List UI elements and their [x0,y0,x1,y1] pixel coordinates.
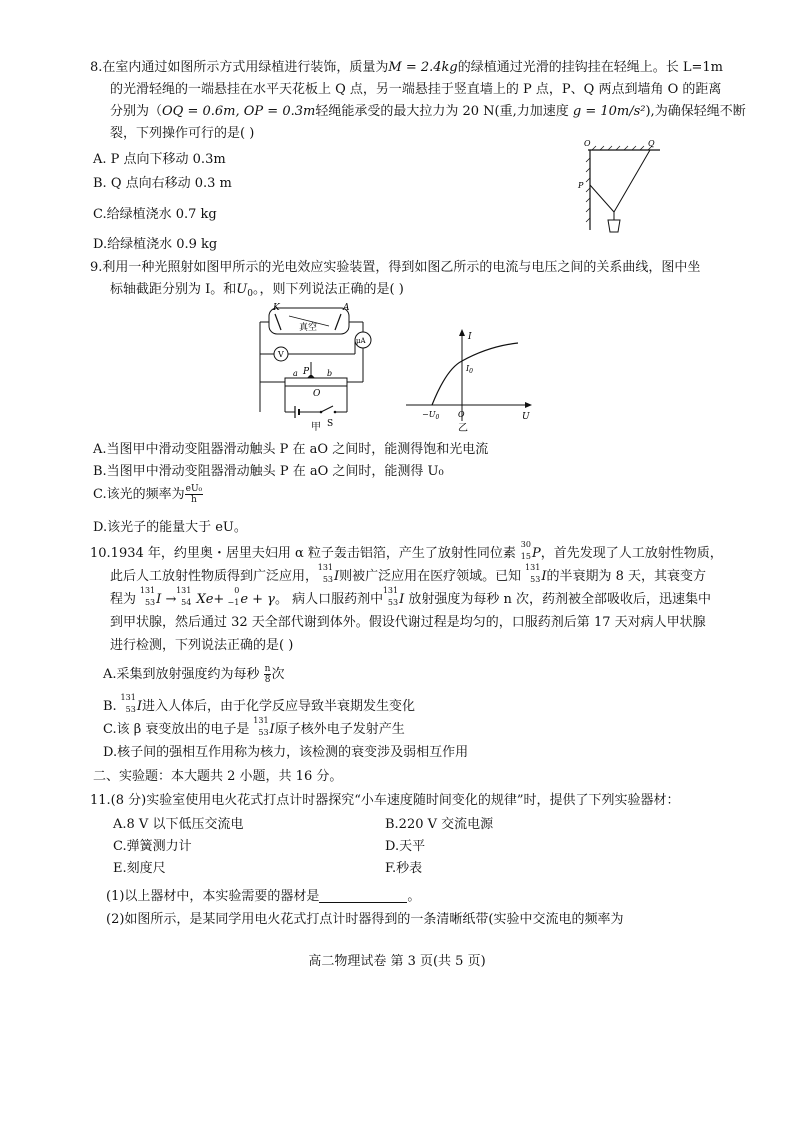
q9-circuit-figure [255,302,375,432]
q9-label-microammeter: μA [356,337,366,345]
q11-line-1: 11.(8 分)实验室使用电火花式打点计时器探究“小车速度随时间变化的规律”时，提供了下列实验器材： [90,793,680,808]
q9-option-a: A.当图甲中滑动变阻器滑动触头 P 在 aO 之间时，能测得饱和光电流 [93,442,489,457]
graph-label-origin: O [458,410,465,419]
q10-line-4: 到甲状腺，然后通过 32 天全部代谢到体外。假设代谢过程是均匀的，口服药剂后第 17 天对病人甲状腺 [110,615,706,630]
graph-label-i: I [468,332,472,342]
q8-option-b: B. Q 点向右移动 0.3 m [93,176,232,191]
q10-line-3: 程为 131 53 I → 131 54 Xe+ 0 −1 e + γ。 病人口服药剂中 131 53 I 放射强度为每秒 n 次，药剂被全部吸收后，迅速集中 [110,586,712,607]
q8-option-a: A. P 点向下移动 0.3m [93,152,226,167]
graph-label-neg-u0: $-U_0$ [422,410,440,421]
answer-blank[interactable] [319,888,407,903]
q9-option-b: B.当图甲中滑动变阻器滑动触头 P 在 aO 之间时，能测得 U₀ [93,464,444,479]
q10-line-5: 进行检测，下列说法正确的是( ) [110,638,294,653]
q11-item-a: A.8 V 以下低压交流电 [113,817,244,832]
q8-label-p: P [578,181,584,190]
q9-caption-yi: 乙 [458,423,468,434]
q9-label-voltmeter: V [278,350,284,359]
q10-line-1: 10.1934 年，约里奥・居里夫妇用 α 粒子轰击铝箔，产生了放射性同位素 30 15 P，首先发现了人工放射性物质， [90,540,723,561]
q9-label-a-end: a [293,369,298,378]
q10-option-b: B. 131 53 I进入人体后，由于化学反应导致半衰期发生变化 [103,693,415,714]
q9-label-b-end: b [327,369,333,378]
q9-line-2: 标轴截距分别为 I。和$U_0$。，则下列说法正确的是( ) [110,282,404,299]
q9-option-c: C.该光的频率为 $\frac{\text{eU₀}}{h}$ [93,484,203,505]
q10-line-2: 此后人工放射性物质得到广泛应用， 131 53 I则被广泛应用在医疗领域。已知 131 53 I的半衰期为 8 天，其衰变方 [110,563,706,584]
q9-iv-graph [400,325,540,435]
q10-option-c: C.该 β 衰变放出的电子是 131 53 I原子核外电子发射产生 [103,716,405,737]
q11-item-c: C.弹簧测力计 [113,839,192,854]
q11-item-f: F.秒表 [385,861,423,876]
q9-label-k: K [273,303,280,313]
graph-label-i0: $I_0$ [466,364,473,375]
q9-caption-jia: 甲 [311,422,321,432]
q8-line-4: 裂，下列操作可行的是( ) [110,126,255,141]
page-footer: 高二物理试卷 第 3 页(共 5 页) [308,954,486,969]
q11-sub-2: (2)如图所示，是某同学用电火花式打点计时器得到的一条清晰纸带(实验中交流电的频率为 [106,912,624,927]
q8-line-1: 8.在室内通过如图所示方式用绿植进行装饰，质量为M = 2.4kg的绿植通过光滑的挂钩挂在轻绳上。长 L=1m [90,60,724,75]
q10-option-a: A.采集到放射强度约为每秒 $\frac{n}{8}$ 次 [103,664,285,685]
q9-option-d: D.该光子的能量大于 eU。 [93,520,247,535]
q9-label-p-slider: P [303,367,310,377]
q9-label-vacuum: 真空 [299,323,318,333]
q8-label-o: O [584,140,591,148]
q9-label-switch: S [327,419,334,429]
q8-line-2: 的光滑轻绳的一端悬挂在水平天花板上 Q 点，另一端悬挂于竖直墙上的 P 点，P、Q 两点到墙角 O 的距离 [110,82,722,97]
q11-item-b: B.220 V 交流电源 [385,817,494,832]
q9-label-a: A [343,303,350,313]
q8-option-c: C.给绿植浇水 0.7 kg [93,207,217,222]
q9-label-o: O [313,389,321,399]
q8-option-d: D.给绿植浇水 0.9 kg [93,237,218,252]
q11-item-d: D.天平 [385,839,426,854]
graph-label-u: U [522,412,530,422]
q8-figure [570,140,670,240]
q10-option-d: D.核子间的强相互作用称为核力，该检测的衰变涉及弱相互作用 [103,745,469,760]
q8-line-3: 分别为（OQ = 0.6m, OP = 0.3m轻绳能承受的最大拉力为 20 N(重,力加速度 g = 10m/s²),为确保轻绳不断 [110,104,746,119]
q11-sub-1: (1)以上器材中，本实验需要的器材是 。 [106,889,421,904]
q11-item-e: E.刻度尺 [113,861,166,876]
q9-line-1: 9.利用一种光照射如图甲所示的光电效应实验装置，得到如图乙所示的电流与电压之间的关系曲线，图中坐 [90,260,701,275]
section-2-heading: 二、实验题：本大题共 2 小题，共 16 分。 [93,769,343,784]
q8-label-q: Q [648,140,655,148]
